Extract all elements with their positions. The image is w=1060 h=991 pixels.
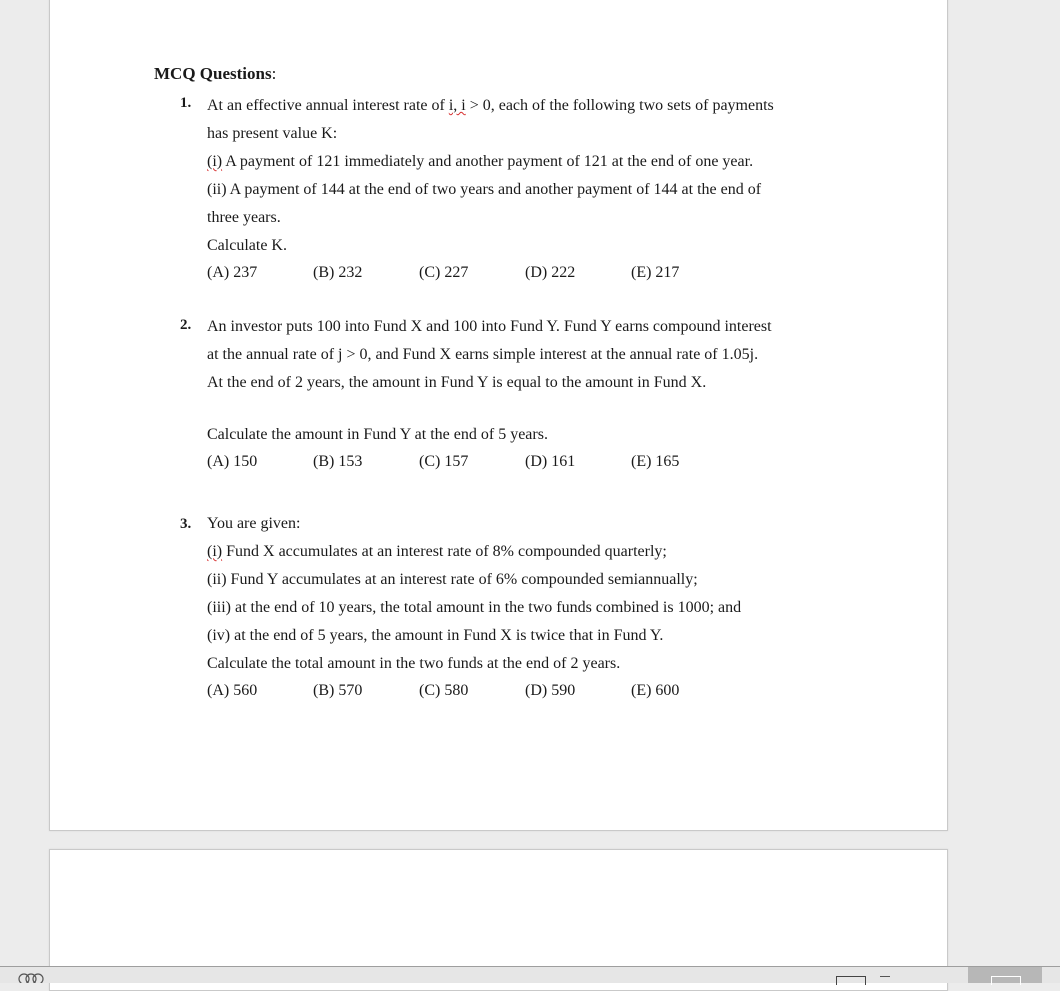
question-number: 1. [180, 95, 192, 111]
option-c: (C) 227 [419, 264, 469, 281]
question-line: has present value K: [207, 125, 338, 142]
question-line: At the end of 2 years, the amount in Fund Y is equal to the amount in Fund X. [207, 374, 707, 391]
layout-view-icon[interactable] [836, 976, 866, 985]
option-a: (A) 150 [207, 453, 258, 470]
question-line: Calculate K. [207, 237, 287, 254]
question-line: at the annual rate of j > 0, and Fund X earns simple interest at the annual rate of 1.05j. [207, 346, 759, 363]
page-view-icon[interactable] [991, 976, 1021, 985]
answer-options [207, 260, 857, 286]
question-line: (iv) at the end of 5 years, the amount in Fund X is twice that in Fund Y. [207, 627, 664, 644]
heading-colon: : [271, 64, 277, 83]
question-body [207, 510, 857, 704]
option-e: (E) 165 [631, 453, 680, 470]
question-line: Calculate the total amount in the two funds at the end of 2 years. [207, 655, 621, 672]
option-c: (C) 580 [419, 682, 469, 699]
option-e: (E) 217 [631, 264, 680, 281]
option-d: (D) 161 [525, 453, 576, 470]
option-d: (D) 590 [525, 682, 576, 699]
answer-options [207, 449, 857, 475]
question-number: 3. [180, 516, 192, 532]
question-line: (i) Fund X accumulates at an interest rate of 8% compounded quarterly; [207, 543, 667, 560]
question-line: (i) A payment of 121 immediately and another payment of 121 at the end of one year. [207, 153, 754, 170]
question-body [207, 92, 857, 286]
option-d: (D) 222 [525, 264, 576, 281]
question-line: (ii) A payment of 144 at the end of two years and another payment of 144 at the end of [207, 181, 762, 198]
question-line: You are given: [207, 515, 301, 532]
option-b: (B) 570 [313, 682, 363, 699]
view-mode-panel [968, 967, 1042, 983]
option-a: (A) 560 [207, 682, 258, 699]
question-line: (ii) Fund Y accumulates at an interest rate of 6% compounded semiannually; [207, 571, 698, 588]
question-line: An investor puts 100 into Fund X and 100 into Fund Y. Fund Y earns compound interest [207, 318, 772, 335]
option-e: (E) 600 [631, 682, 680, 699]
option-a: (A) 237 [207, 264, 258, 281]
section-heading [154, 64, 276, 84]
option-c: (C) 157 [419, 453, 469, 470]
question-line: Calculate the amount in Fund Y at the end of 5 years. [207, 426, 548, 443]
option-b: (B) 153 [313, 453, 363, 470]
accessibility-icon[interactable] [18, 973, 44, 984]
heading-text: MCQ Questions [154, 64, 272, 83]
question-line: At an effective annual interest rate of i, i > 0, each of the following two sets of payments [207, 97, 774, 114]
answer-options [207, 678, 857, 704]
question-line: three years. [207, 209, 281, 226]
question-body [207, 313, 857, 475]
question-number: 2. [180, 317, 192, 333]
zoom-minus-icon[interactable] [880, 976, 890, 977]
option-b: (B) 232 [313, 264, 363, 281]
status-bar [0, 966, 1060, 983]
question-line: (iii) at the end of 10 years, the total amount in the two funds combined is 1000; and [207, 599, 742, 616]
